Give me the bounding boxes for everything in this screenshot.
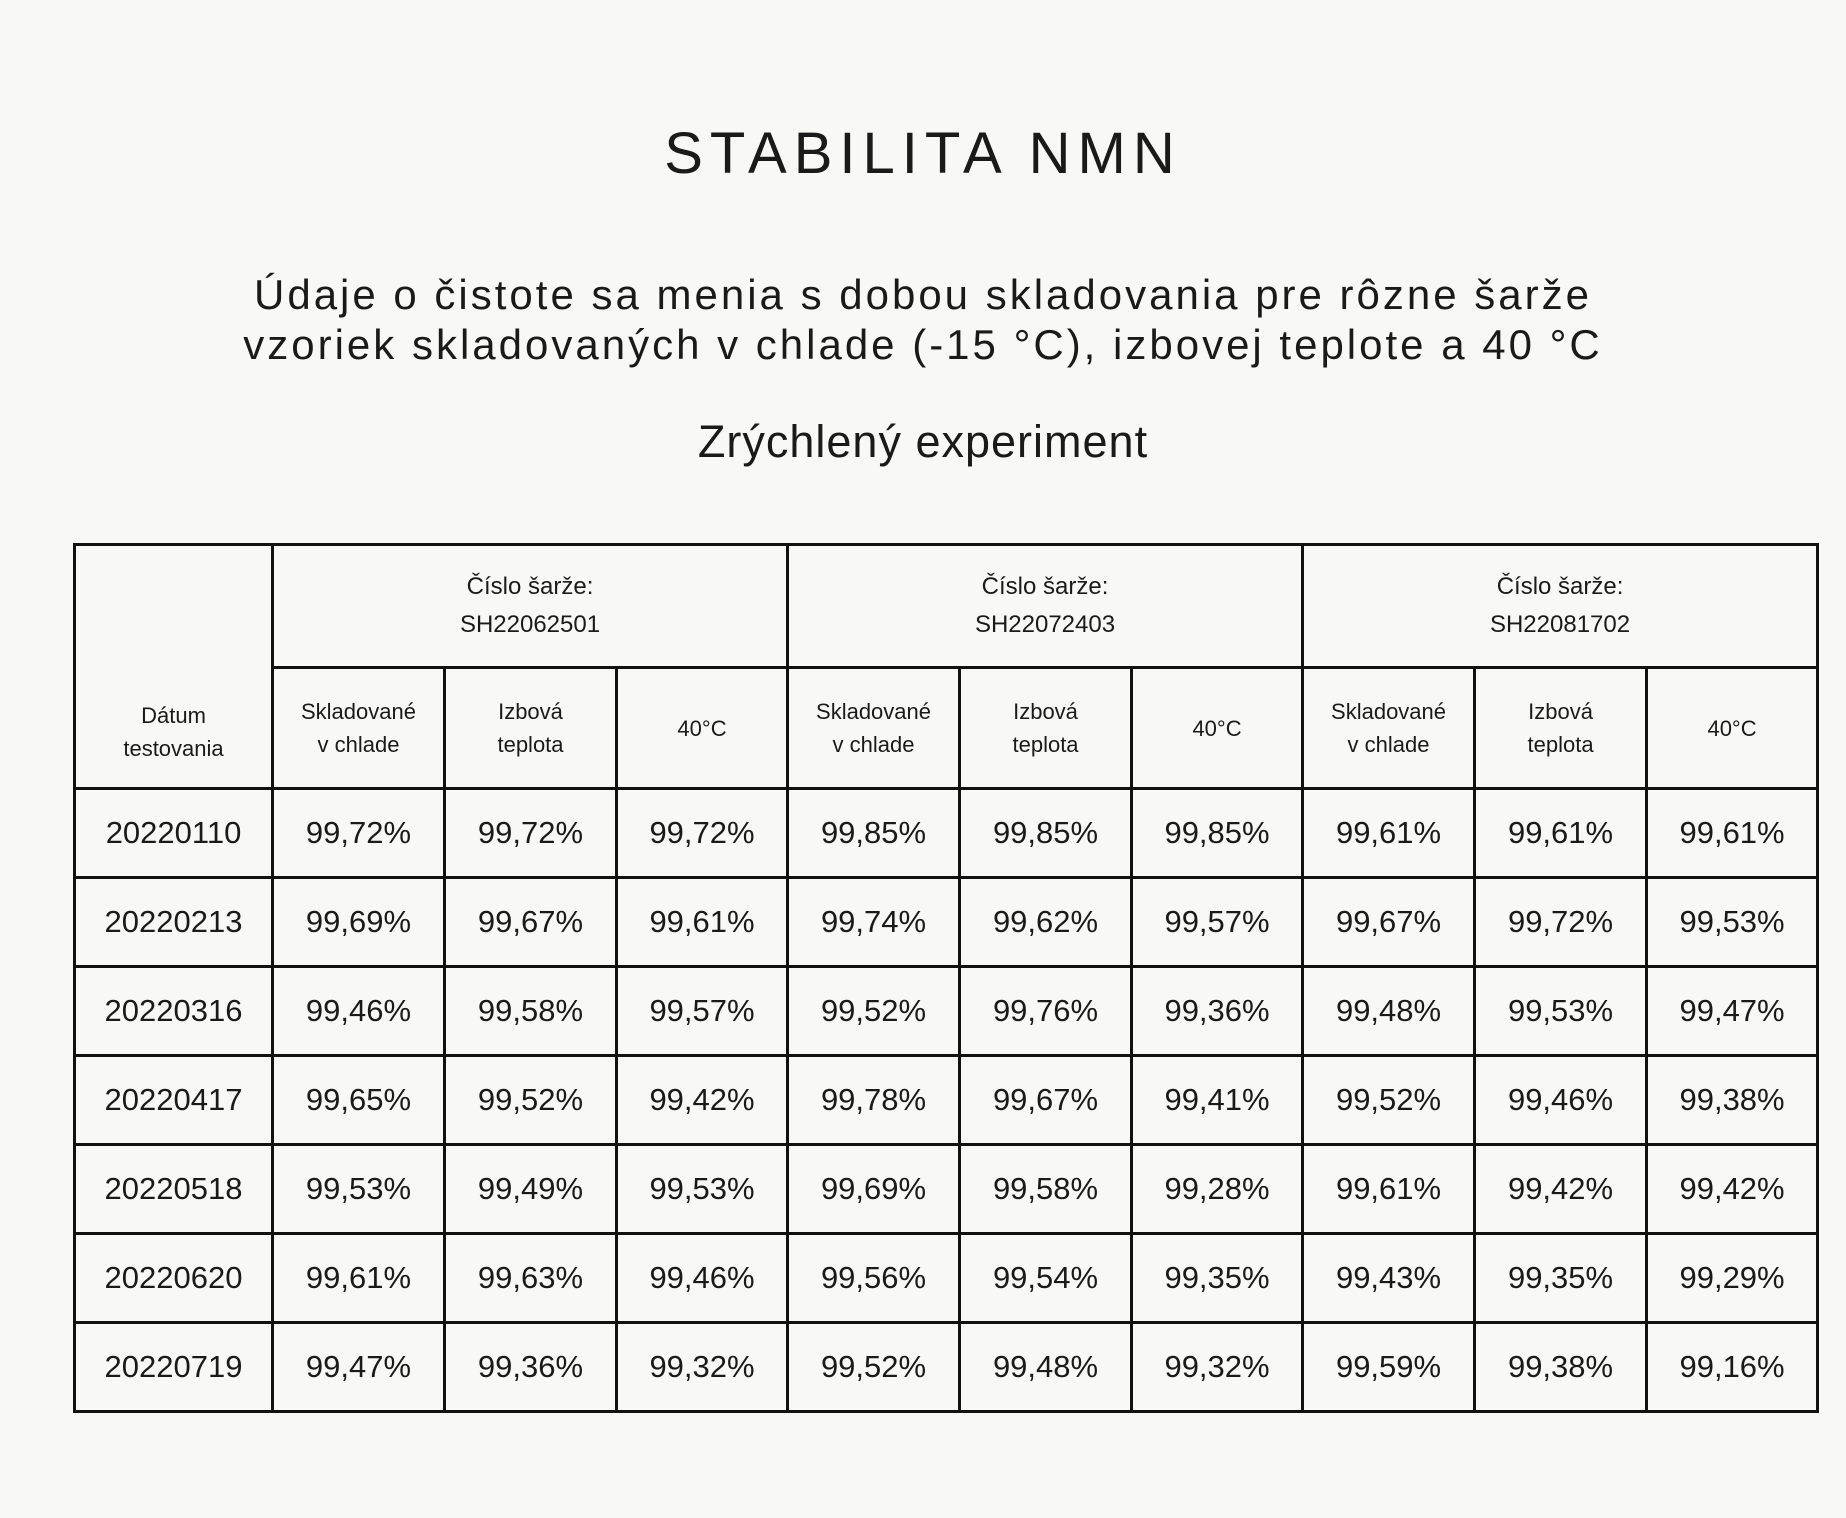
purity-value-cell: 99,46% — [617, 1234, 788, 1323]
date-column-header — [75, 545, 273, 789]
condition-header — [445, 668, 617, 789]
condition-label-line-2: teplota — [1527, 732, 1594, 757]
purity-value-cell: 99,57% — [1132, 878, 1303, 967]
page-title: STABILITA NMN — [664, 121, 1182, 186]
purity-value-cell: 99,53% — [1647, 878, 1818, 967]
purity-value-cell: 99,47% — [273, 1323, 445, 1412]
purity-value-cell: 99,16% — [1647, 1323, 1818, 1412]
condition-header — [1132, 668, 1303, 789]
date-header-line-1: Dátum — [141, 702, 206, 728]
purity-value-cell: 99,85% — [1132, 789, 1303, 878]
purity-value-cell: 99,65% — [273, 1056, 445, 1145]
purity-value-cell: 99,47% — [1647, 967, 1818, 1056]
condition-label-line-1: Izbová — [1013, 699, 1078, 724]
condition-header — [1303, 668, 1475, 789]
purity-value-cell: 99,85% — [788, 789, 960, 878]
purity-value-cell: 99,36% — [1132, 967, 1303, 1056]
condition-label-line-1: Izbová — [1528, 699, 1593, 724]
purity-value-cell: 99,72% — [273, 789, 445, 878]
purity-value-cell: 99,78% — [788, 1056, 960, 1145]
purity-value-cell: 99,85% — [960, 789, 1132, 878]
header-row-batches — [75, 545, 1818, 668]
batch-code: SH22062501 — [459, 611, 601, 638]
purity-value-cell: 99,76% — [960, 967, 1132, 1056]
purity-value-cell: 99,61% — [273, 1234, 445, 1323]
table-row — [75, 1323, 1818, 1412]
purity-value-cell: 99,58% — [960, 1145, 1132, 1234]
condition-label-line-1: Skladované — [1331, 699, 1447, 724]
subtitle-line-1: Údaje o čistote sa menia s dobou skladovania pre rôzne šarže — [254, 271, 1592, 318]
date-cell: 20220110 — [75, 789, 273, 878]
purity-value-cell: 99,62% — [960, 878, 1132, 967]
purity-value-cell: 99,61% — [1647, 789, 1818, 878]
purity-value-cell: 99,28% — [1132, 1145, 1303, 1234]
purity-value-cell: 99,61% — [1303, 1145, 1475, 1234]
purity-value-cell: 99,52% — [1303, 1056, 1475, 1145]
purity-value-cell: 99,61% — [1303, 789, 1475, 878]
purity-value-cell: 99,43% — [1303, 1234, 1475, 1323]
stability-table — [73, 543, 1819, 1413]
purity-value-cell: 99,42% — [1475, 1145, 1647, 1234]
purity-value-cell: 99,41% — [1132, 1056, 1303, 1145]
purity-value-cell: 99,29% — [1647, 1234, 1818, 1323]
condition-label-line-2: teplota — [1012, 732, 1079, 757]
batch-code: SH22072403 — [974, 611, 1116, 638]
condition-label-line-2: v chlade — [1347, 732, 1430, 757]
purity-value-cell: 99,35% — [1132, 1234, 1303, 1323]
batch-label: Číslo šarže: — [466, 573, 594, 600]
batch-header — [1303, 545, 1818, 668]
condition-header — [1475, 668, 1647, 789]
condition-header — [1647, 668, 1818, 789]
batch-code: SH22081702 — [1489, 611, 1631, 638]
condition-header — [960, 668, 1132, 789]
date-cell: 20220719 — [75, 1323, 273, 1412]
purity-value-cell: 99,35% — [1475, 1234, 1647, 1323]
purity-value-cell: 99,49% — [445, 1145, 617, 1234]
purity-value-cell: 99,54% — [960, 1234, 1132, 1323]
condition-header — [617, 668, 788, 789]
purity-value-cell: 99,61% — [1475, 789, 1647, 878]
purity-value-cell: 99,57% — [617, 967, 788, 1056]
date-cell: 20220620 — [75, 1234, 273, 1323]
purity-value-cell: 99,46% — [1475, 1056, 1647, 1145]
purity-value-cell: 99,59% — [1303, 1323, 1475, 1412]
condition-label-line-1: 40°C — [1707, 715, 1757, 741]
date-cell: 20220417 — [75, 1056, 273, 1145]
purity-value-cell: 99,69% — [788, 1145, 960, 1234]
purity-value-cell: 99,67% — [445, 878, 617, 967]
purity-value-cell: 99,52% — [788, 967, 960, 1056]
purity-value-cell: 99,48% — [960, 1323, 1132, 1412]
table-body — [75, 789, 1818, 1412]
date-header-line-2: testovania — [123, 735, 224, 761]
purity-value-cell: 99,32% — [617, 1323, 788, 1412]
condition-label-line-2: v chlade — [317, 732, 400, 757]
date-cell: 20220316 — [75, 967, 273, 1056]
purity-value-cell: 99,58% — [445, 967, 617, 1056]
condition-header — [788, 668, 960, 789]
condition-header — [273, 668, 445, 789]
purity-value-cell: 99,38% — [1647, 1056, 1818, 1145]
batch-label: Číslo šarže: — [981, 573, 1109, 600]
purity-value-cell: 99,72% — [1475, 878, 1647, 967]
purity-value-cell: 99,67% — [1303, 878, 1475, 967]
purity-value-cell: 99,67% — [960, 1056, 1132, 1145]
condition-label-line-1: 40°C — [1192, 715, 1242, 741]
purity-value-cell: 99,72% — [617, 789, 788, 878]
table-row — [75, 1145, 1818, 1234]
purity-value-cell: 99,36% — [445, 1323, 617, 1412]
purity-value-cell: 99,63% — [445, 1234, 617, 1323]
purity-value-cell: 99,61% — [617, 878, 788, 967]
batch-header — [273, 545, 788, 668]
condition-label-line-1: 40°C — [677, 715, 727, 741]
condition-label-line-2: v chlade — [832, 732, 915, 757]
condition-label-line-1: Skladované — [816, 699, 931, 724]
purity-value-cell: 99,74% — [788, 878, 960, 967]
purity-value-cell: 99,72% — [445, 789, 617, 878]
purity-value-cell: 99,53% — [1475, 967, 1647, 1056]
purity-value-cell: 99,38% — [1475, 1323, 1647, 1412]
condition-label-line-1: Izbová — [498, 699, 563, 724]
condition-label-line-1: Skladované — [301, 699, 416, 724]
header-row-conditions — [75, 668, 1818, 789]
purity-value-cell: 99,48% — [1303, 967, 1475, 1056]
batch-label: Číslo šarže: — [1496, 573, 1624, 600]
subtitle — [0, 270, 1846, 370]
purity-value-cell: 99,46% — [273, 967, 445, 1056]
table-row — [75, 1234, 1818, 1323]
experiment-heading: Zrýchlený experiment — [697, 416, 1149, 467]
purity-value-cell: 99,69% — [273, 878, 445, 967]
purity-value-cell: 99,32% — [1132, 1323, 1303, 1412]
purity-value-cell: 99,42% — [617, 1056, 788, 1145]
purity-value-cell: 99,56% — [788, 1234, 960, 1323]
table-row — [75, 789, 1818, 878]
condition-label-line-2: teplota — [497, 732, 564, 757]
table-row — [75, 1056, 1818, 1145]
purity-value-cell: 99,53% — [617, 1145, 788, 1234]
batch-header — [788, 545, 1303, 668]
table-row — [75, 967, 1818, 1056]
purity-value-cell: 99,53% — [273, 1145, 445, 1234]
subtitle-line-2: vzoriek skladovaných v chlade (-15 °C), izbovej teplote a 40 °C — [243, 321, 1603, 368]
purity-value-cell: 99,42% — [1647, 1145, 1818, 1234]
purity-value-cell: 99,52% — [445, 1056, 617, 1145]
date-cell: 20220213 — [75, 878, 273, 967]
table-row — [75, 878, 1818, 967]
purity-value-cell: 99,52% — [788, 1323, 960, 1412]
date-cell: 20220518 — [75, 1145, 273, 1234]
